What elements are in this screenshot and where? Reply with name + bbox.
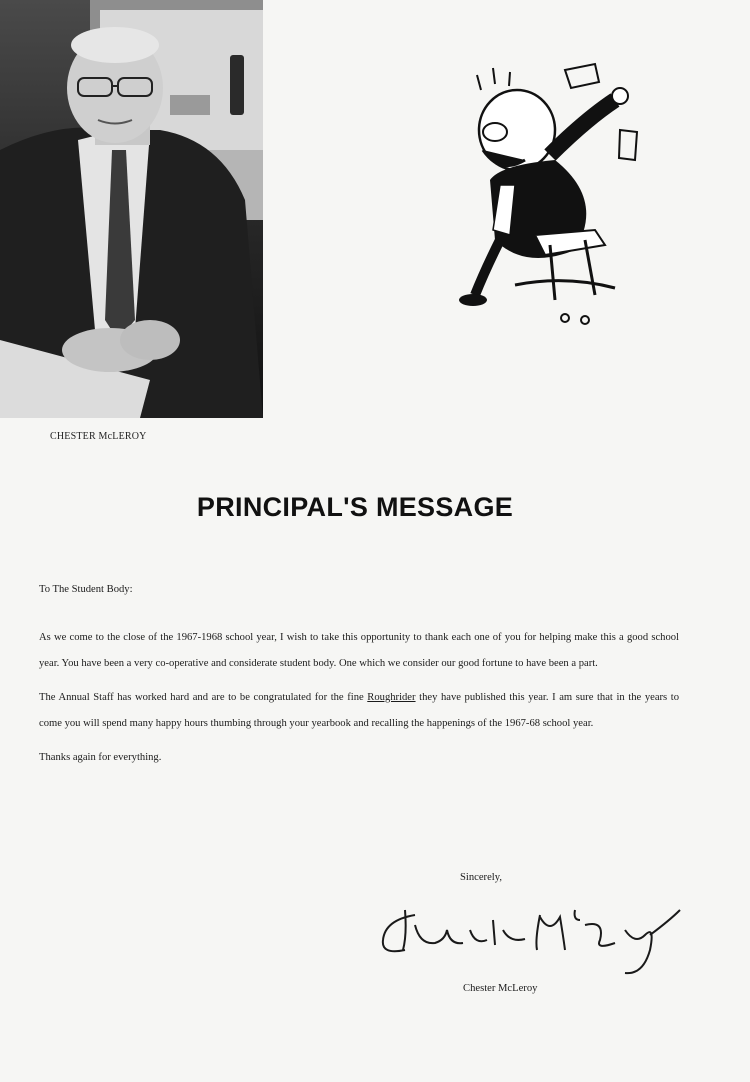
signed-name: Chester McLeroy (463, 983, 538, 994)
principal-portrait-photo (0, 0, 263, 418)
para2-text-after: they have published this (415, 692, 525, 703)
handwritten-signature (375, 895, 685, 985)
letter-body (39, 584, 679, 779)
portrait-photo-icon (0, 0, 263, 418)
para2-text-before: The Annual Staff has worked hard and are to be congratulated for the fine (39, 692, 368, 703)
photo-caption: CHESTER McLEROY (50, 431, 147, 442)
cartoon-principal-icon (455, 60, 645, 340)
salutation: To The Student Body: (39, 584, 133, 595)
page-title: PRINCIPAL'S MESSAGE (196, 492, 514, 522)
closing: Sincerely, (460, 872, 502, 883)
thanks-line: Thanks again for everything. (39, 752, 162, 763)
letter-paragraph-1: As we come to the close of the 1967-1968 school year, I wish to take this opportunity to thank each one of you for helping make this a good school year. You have been a very co-operative and considerate student body. One which we consider our good fortune to have been a part. (39, 632, 679, 669)
yearbook-title: Roughrider (367, 692, 416, 703)
para2-text-rest: year. I am sure that in the years to come you will spend many happy hours thumbing through your yearbook and recalling the happenings of the 1967-68 school year. (39, 692, 679, 729)
letter-paragraph-2 (39, 685, 679, 737)
